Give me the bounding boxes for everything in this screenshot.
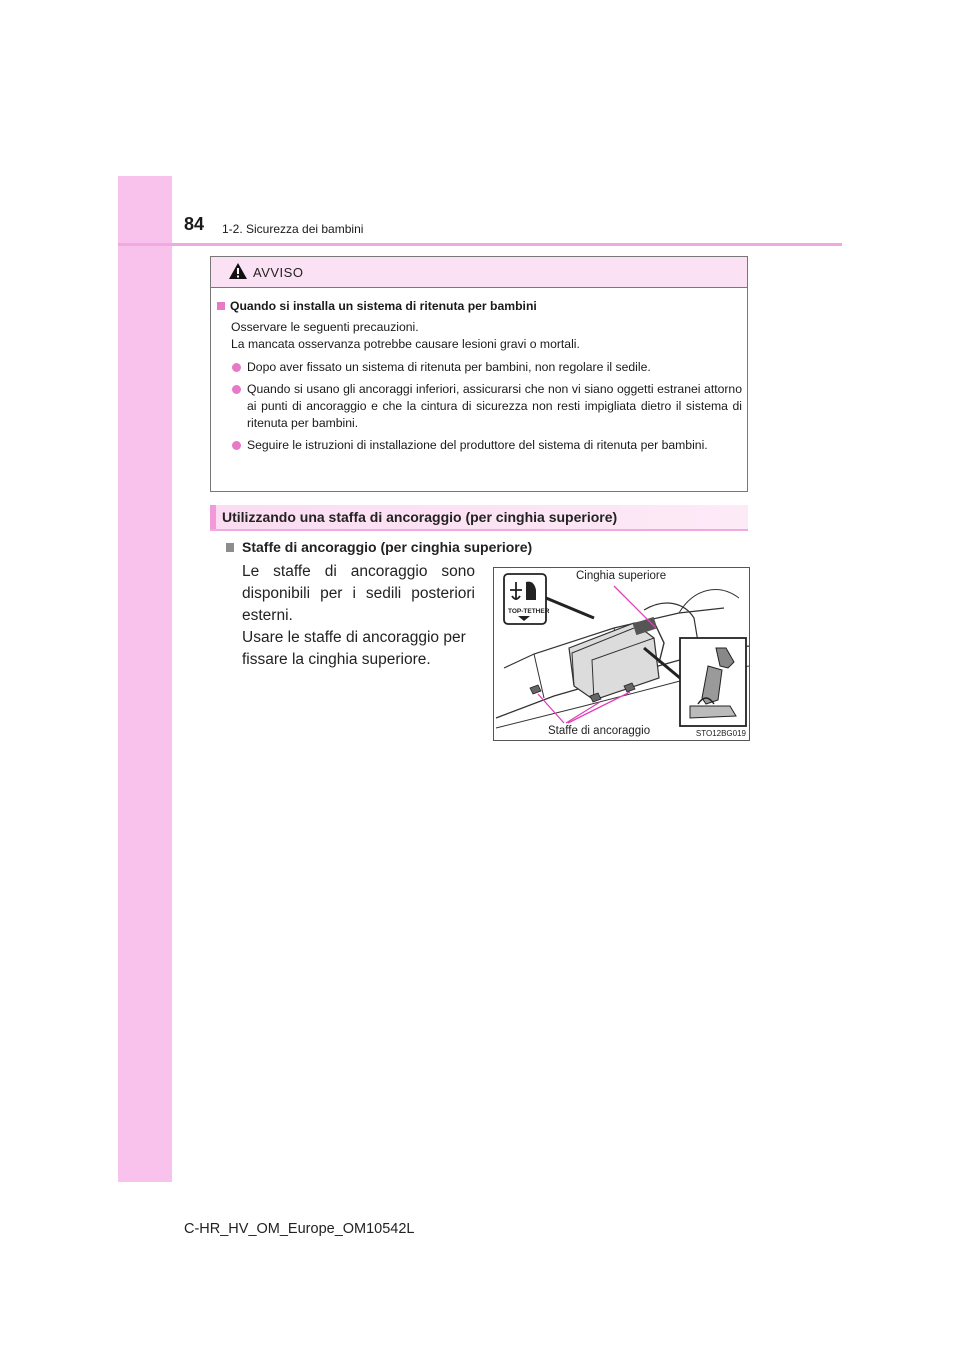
warning-bullet-text: Quando si usano gli ancoraggi inferiori, assicurarsi che non vi siano oggetti estranei attorno ai punti di ancoraggio e che la cintura di sicurezza non resti impigliata dietro il sistema di ritenuta per bambini. — [247, 382, 742, 430]
warning-bullet — [217, 359, 742, 376]
square-bullet-icon — [217, 302, 225, 310]
warning-header — [211, 257, 747, 288]
footer-document-code: C-HR_HV_OM_Europe_OM10542L — [184, 1221, 415, 1237]
label-top-tether: Cinghia superiore — [576, 570, 667, 582]
label-anchor-brackets: Staffe di ancoraggio — [548, 725, 651, 737]
round-bullet-icon — [232, 363, 241, 372]
warning-intro — [217, 319, 742, 353]
subheading — [226, 539, 532, 555]
warning-title: AVVISO — [253, 265, 304, 280]
illustration-drawing — [494, 568, 749, 740]
section-title-bar — [210, 505, 748, 531]
warning-heading-text: Quando si installa un sistema di ritenuta per bambini — [230, 299, 537, 313]
warning-intro-line-1: Osservare le seguenti precauzioni. — [231, 320, 419, 334]
round-bullet-icon — [232, 441, 241, 450]
warning-bullet — [217, 381, 742, 432]
warning-box — [210, 256, 748, 492]
warning-triangle-icon — [228, 262, 248, 280]
section-bar-accent — [210, 505, 216, 529]
warning-bullet-text: Seguire le istruzioni di installazione del produttore del sistema di ritenuta per bambini. — [247, 438, 708, 452]
anchor-bracket-illustration — [493, 567, 750, 741]
page-number: 84 — [184, 214, 205, 234]
section-title: Utilizzando una staffa di ancoraggio (per cinghia superiore) — [222, 509, 618, 525]
warning-bullet-text: Dopo aver fissato un sistema di ritenuta per bambini, non regolare il sedile. — [247, 360, 651, 374]
warning-heading — [217, 298, 742, 315]
body-paragraph-2: Usare le staffe di ancoraggio per fissare la cinghia superiore. — [242, 629, 466, 668]
subheading-text: Staffe di ancoraggio (per cinghia superiore) — [242, 539, 533, 555]
square-bullet-icon — [226, 543, 234, 552]
warning-body — [211, 288, 747, 454]
section-reference: 1-2. Sicurezza dei bambini — [222, 222, 364, 236]
round-bullet-icon — [232, 385, 241, 394]
top-tether-symbol-text: TOP-TETHER — [508, 608, 550, 615]
body-paragraph-1: Le staffe di ancoraggio sono disponibili per i sedili posteriori esterni. — [242, 563, 475, 624]
figure-code: STO12BG019 — [695, 729, 746, 738]
header-rule — [118, 243, 842, 246]
warning-intro-line-2: La mancata osservanza potrebbe causare lesioni gravi o mortali. — [231, 337, 580, 351]
side-tab-band — [118, 176, 172, 1182]
warning-bullet — [217, 437, 742, 454]
